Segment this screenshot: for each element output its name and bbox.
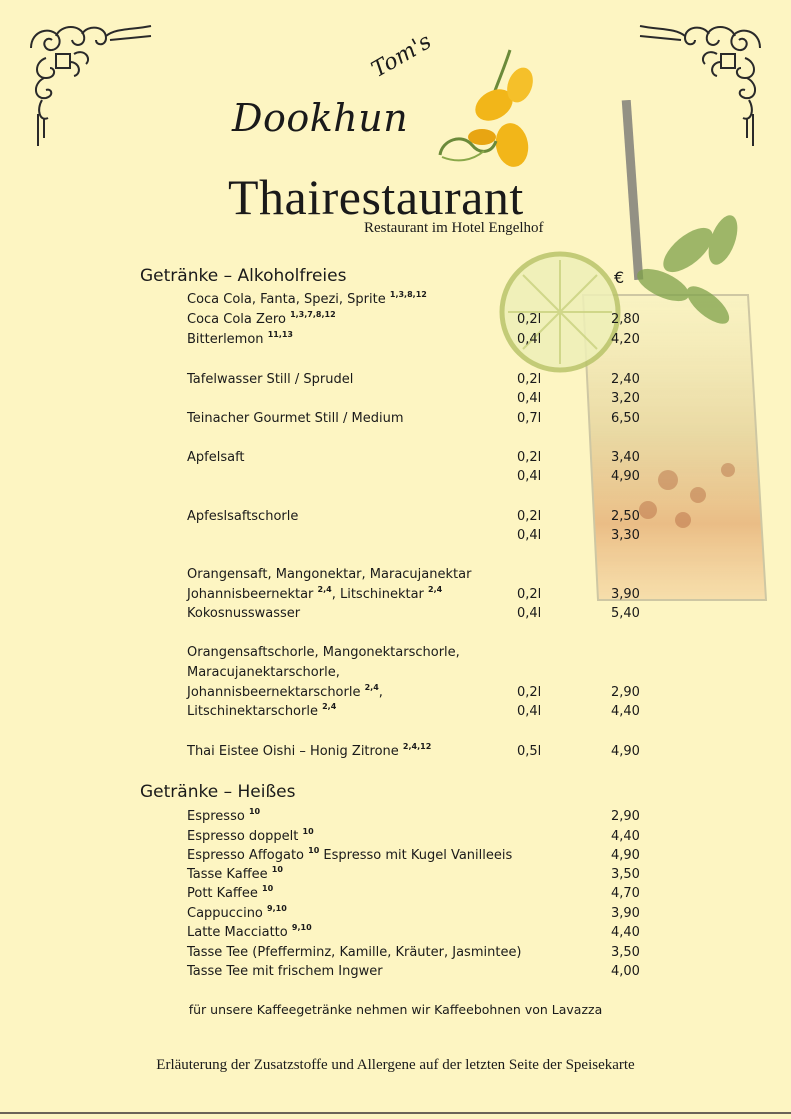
menu-row [0,565,791,585]
menu-row [0,923,791,943]
item-name-text: Tasse Tee mit frischem Ingwer [187,964,383,979]
corner-ornament-icon [26,18,156,148]
item-price: 3,40 [611,450,640,465]
item-price: 4,90 [611,469,640,484]
additive-superscript: 10 [271,865,283,874]
menu-row [0,448,791,468]
menu-row [0,467,791,487]
item-name [187,448,245,468]
brand-name: Dookhun [232,96,409,140]
menu-row [0,370,791,390]
menu-row [0,507,791,527]
item-price: 6,50 [611,411,640,426]
item-name [187,865,283,885]
item-price: 4,40 [611,925,640,940]
item-size: 0,4l [517,391,542,406]
orchid-flower-icon [432,45,542,175]
additive-superscript: 11,13 [267,330,293,339]
menu-row [0,827,791,847]
item-name-continued: , Litschinektar [331,587,424,602]
menu-row [0,330,791,350]
menu-row [0,526,791,546]
item-name-continued: , [378,685,383,700]
menu-row [0,604,791,624]
menu-row [0,643,791,663]
item-name-text: Tasse Tee (Pfefferminz, Kamille, Kräuter, Jasmintee) [187,945,522,960]
item-name [187,604,300,624]
item-size: 0,4l [517,332,542,347]
coffee-note: für unsere Kaffeegetränke nehmen wir Kaffeebohnen von Lavazza [188,1002,603,1017]
additive-superscript: 1,3,7,8,12 [290,310,336,319]
item-name [187,565,471,585]
item-price: 2,50 [611,509,640,524]
menu-row [0,943,791,963]
item-name-text: Litschinektarschorle [187,704,318,719]
menu-row [0,865,791,885]
page-title: Thairestaurant [228,169,524,225]
item-name [187,409,404,429]
item-price: 4,00 [611,964,640,979]
item-price: 2,90 [611,685,640,700]
menu-row [0,742,791,762]
item-name-text: Orangensaftschorle, Mangonektarschorle, [187,645,460,660]
item-name [187,310,336,330]
section-heading: Getränke – Alkoholfreies [140,266,347,286]
item-name-text: Cappuccino [187,906,263,921]
menu-row [0,904,791,924]
item-price: 2,90 [611,809,640,824]
currency-symbol: € [614,268,625,287]
item-name [187,827,314,847]
item-name-text: Maracujanektarschorle, [187,665,340,680]
item-name [187,370,353,390]
menu-row [0,389,791,409]
item-size: 0,2l [517,587,542,602]
additive-superscript: 10 [308,846,320,855]
item-price: 3,50 [611,945,640,960]
item-name [187,943,522,963]
menu-row [0,310,791,330]
item-price: 4,40 [611,704,640,719]
additive-superscript: 2,4 [317,585,332,594]
menu-row [0,807,791,827]
additive-superscript: 2,4,12 [402,742,432,751]
item-name-text: Apfelsaft [187,450,245,465]
item-size: 0,7l [517,411,542,426]
additive-superscript: 2,4 [364,683,379,692]
item-size: 0,5l [517,744,542,759]
item-name-text: Kokosnusswasser [187,606,301,621]
additive-superscript: 9,10 [267,904,287,913]
item-name [187,683,383,703]
item-price: 4,90 [611,744,640,759]
bottom-border [0,1112,791,1114]
item-size: 0,2l [517,685,542,700]
item-name-text: Espresso [187,809,245,824]
section-heading: Getränke – Heißes [140,782,296,802]
item-size: 0,4l [517,528,542,543]
item-name [187,904,287,924]
item-size: 0,4l [517,469,542,484]
item-price: 3,90 [611,906,640,921]
item-price: 4,70 [611,886,640,901]
item-name-text: Tafelwasser Still / Sprudel [187,372,354,387]
item-name [187,884,273,904]
item-price: 2,40 [611,372,640,387]
additive-superscript: 2,4 [428,585,443,594]
item-price: 3,50 [611,867,640,882]
item-name [187,962,383,982]
item-name-text: Johannisbeernektarschorle [187,685,361,700]
item-size: 0,4l [517,704,542,719]
item-name-text: Espresso doppelt [187,829,299,844]
menu-row [0,702,791,722]
additive-superscript: 10 [262,884,274,893]
menu-row [0,409,791,429]
item-name [187,702,336,722]
item-name-text: Apfeslsaftschorle [187,509,299,524]
item-size: 0,2l [517,450,542,465]
allergen-footer: Erläuterung der Zusatzstoffe und Allergene auf der letzten Seite der Speisekarte [156,1057,635,1073]
item-name-text: Coca Cola Zero [187,312,286,327]
item-name-text: Teinacher Gourmet Still / Medium [187,411,404,426]
item-name [187,923,312,943]
item-name [187,330,293,350]
item-price: 2,80 [611,312,640,327]
item-price: 3,90 [611,587,640,602]
item-size: 0,4l [517,606,542,621]
item-name-text: Orangensaft, Mangonektar, Maracujanektar [187,567,472,582]
item-name-text: Bitterlemon [187,332,264,347]
item-name-continued: Espresso mit Kugel Vanilleeis [319,848,513,863]
item-name-text: Thai Eistee Oishi – Honig Zitrone [187,744,399,759]
page-subtitle: Restaurant im Hotel Engelhof [364,220,544,236]
item-price: 3,30 [611,528,640,543]
item-name-text: Pott Kaffee [187,886,258,901]
brand-owner: Tom's [367,29,436,83]
menu-row [0,683,791,703]
additive-superscript: 10 [302,827,314,836]
item-name [187,507,298,527]
additive-superscript: 2,4 [322,702,337,711]
menu-row [0,290,791,310]
item-size: 0,2l [517,509,542,524]
item-name [187,807,260,827]
menu-row [0,663,791,683]
item-price: 4,90 [611,848,640,863]
additive-superscript: 1,3,8,12 [389,290,427,299]
menu-row [0,962,791,982]
menu-row [0,846,791,866]
item-name [187,643,460,663]
item-name [187,290,427,310]
item-price: 3,20 [611,391,640,406]
menu-row [0,884,791,904]
item-name-text: Tasse Kaffee [187,867,268,882]
item-price: 4,20 [611,332,640,347]
additive-superscript: 10 [248,807,261,816]
item-name [187,846,512,866]
item-name [187,663,340,683]
item-name-text: Latte Macciatto [187,925,288,940]
menu-row [0,585,791,605]
item-price: 4,40 [611,829,640,844]
item-name [187,742,431,762]
item-name-text: Espresso Affogato [187,848,304,863]
item-size: 0,2l [517,372,542,387]
item-name [187,585,442,605]
additive-superscript: 9,10 [291,923,312,932]
item-name-text: Coca Cola, Fanta, Spezi, Sprite [187,292,386,307]
item-size: 0,2l [517,312,542,327]
item-name-text: Johannisbeernektar [187,587,314,602]
item-price: 5,40 [611,606,640,621]
